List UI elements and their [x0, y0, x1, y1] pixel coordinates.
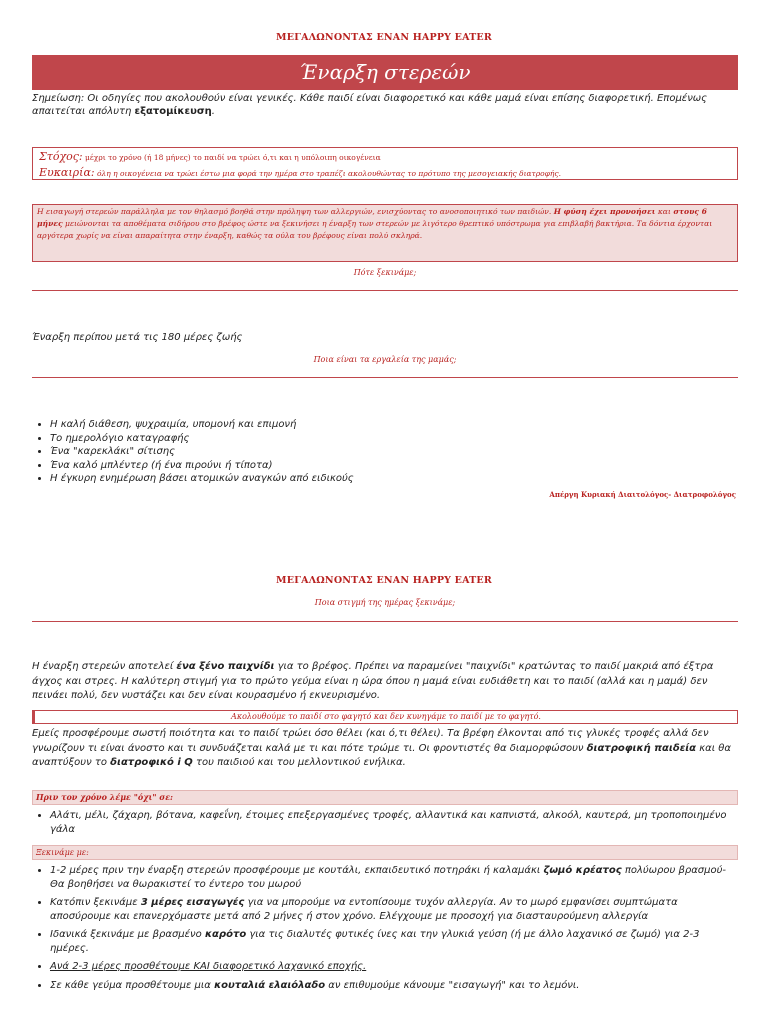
goal-label: Στόχος: — [39, 150, 83, 163]
list-item: • Ένα "καρεκλάκι" σίτισης — [50, 445, 738, 459]
para1-part2: για το βρέφος. Πρέπει να παραμείνει "παιχνίδι" κρατώντας το παιδί μακριά από έξτρα άγχος και στρες. Η καλύτερη στιγμή για το πρώτο γεύμα είναι η ώρα όπου η μαμά είναι ευδιάθετη και το παιδί (αλλά και η μαμά) δεν πεινάει πολύ, δεν νυστάζει και δεν είναι κουρασμένο ή εκνευρισμένο. — [32, 661, 714, 701]
list-item — [50, 960, 738, 974]
item-text: Κατόπιν ξεκινάμε — [50, 897, 141, 908]
info-part1: Η εισαγωγή στερεών παράλληλα με τον θηλασμό βοηθά στην πρόληψη των αλλεργιών, ενισχύοντας το ανοσοποιητικό των παιδιών. — [37, 207, 554, 216]
page-title-banner: Έναρξη στερεών — [32, 55, 738, 90]
tools-list — [32, 418, 738, 486]
opportunity-row — [39, 165, 731, 181]
goal-text: μέχρι το χρόνο (ή 18 μήνες) το παιδί να τρώει ό,τι και η υπόλοιπη οικογένεια — [85, 153, 381, 162]
item-text: Σε κάθε γεύμα προσθέτουμε μια — [50, 979, 215, 991]
question-tools: Ποια είναι τα εργαλεία της μαμάς; — [313, 355, 457, 364]
para2-part2: και θα αναπτύξουν το — [32, 742, 731, 768]
item-text: για να μπορούμε να εντοπίσουμε τυχόν αλλεργία. Αν το μωρό εμφανίσει συμπτώματα αποσύρουμε και επανερχόμαστε μετά από 2 μήνες ή στον χρόνο. Ελέγχουμε με προσοχή για διασταυρούμενη αλλεργία — [50, 897, 678, 922]
paragraph-game — [32, 660, 738, 704]
item-bold: καρότο — [204, 929, 247, 940]
disclaimer-note — [32, 92, 738, 118]
para2-bold1: διατροφική παιδεία — [586, 742, 697, 754]
list-item — [50, 979, 738, 993]
info-box — [32, 204, 738, 262]
info-part3: μειώνονται τα αποθέματα σιδήρου στο βρέφος ώστε να ξεκινήσει η έναρξη των στερεών με λιγότερο θρεπτικό υπόστρωμα για επιβλαβή βακτήρια. Τα δόντια έρχονται αργότερα χωρίς να είναι απαραίτητα στην έναρξη, καθώς τα ούλα του βρέφους είναι πολύ σκληρά. — [37, 218, 713, 240]
note-bold: εξατομίκευση — [134, 106, 212, 117]
question-time-of-day: Ποια στιγμή της ημέρας ξεκινάμε; — [314, 598, 456, 607]
note-text: Σημείωση: Οι οδηγίες που ακολουθούν είναι γενικές. Κάθε παιδί είναι διαφορετικό και κάθε μαμά είναι επίσης διαφορετική. Επομένως απαιτείται απόλυτη — [32, 93, 708, 117]
follow-child-box: Ακολουθούμε το παιδί στο φαγητό και δεν κυνηγάμε το παιδί με το φαγητό. — [32, 710, 738, 724]
section-divider — [32, 621, 738, 622]
item-text: πολύωρου βρασμού- Θα βοηθήσει να θωρακιστεί το έντερο του μωρού — [50, 865, 727, 890]
opportunity-text: όλη η οικογένεια να τρώει έστω μια φορά την ημέρα στο τραπέζι ακολουθώντας το πρότυπο της μεσογειακής διατροφής. — [96, 169, 562, 178]
item-text: Ανά 2-3 μέρες προσθέτουμε ΚΑΙ διαφορετικό λαχανικό εποχής. — [50, 961, 367, 972]
list-item: • Η έγκυρη ενημέρωση βάσει ατομικών αναγκών από ειδικούς — [50, 472, 738, 486]
list-item: • Αλάτι, μέλι, ζάχαρη, βότανα, καφεΐνη, έτοιμες επεξεργασμένες τροφές, αλλαντικά και καπνιστά, αλκοόλ, καυτερά, μη τροποποιημένο γάλα — [50, 809, 738, 836]
start-with-list — [32, 864, 738, 997]
start-with-label: Ξεκινάμε με: — [36, 848, 89, 857]
list-item — [50, 864, 738, 891]
goal-box — [32, 147, 738, 180]
paragraph-quality — [32, 727, 738, 771]
document-header: ΜΕΓΑΛΩΝΟΝΤΑΣ ΕΝΑΝ HAPPY EATER — [276, 32, 492, 43]
start-age-text: Έναρξη περίπου μετά τις 180 μέρες ζωής — [32, 332, 243, 343]
question-when-start: Πότε ξεκινάμε; — [353, 268, 417, 277]
say-no-label: Πριν τον χρόνο λέμε "όχι" σε: — [36, 792, 174, 802]
list-item: • Η καλή διάθεση, ψυχραιμία, υπομονή και επιμονή — [50, 418, 738, 432]
say-no-bar — [32, 790, 738, 805]
list-item: • Το ημερολόγιο καταγραφής — [50, 432, 738, 446]
list-item: • Ένα καλό μπλέντερ (ή ένα πιρούνι ή τίποτα) — [50, 459, 738, 473]
list-item — [50, 928, 738, 955]
item-bold: κουταλιά ελαιόλαδο — [214, 979, 326, 991]
start-with-bar — [32, 845, 738, 860]
item-text: αν επιθυμούμε κάνουμε "εισαγωγή" και το λεμόνι. — [325, 979, 580, 991]
section-divider — [32, 290, 738, 291]
note-end: . — [211, 106, 215, 117]
item-bold: ζωμό κρέατος — [543, 865, 622, 876]
para2-part3: του παιδιού και του μελλοντικού ενήλικα. — [192, 757, 406, 768]
item-text: Ιδανικά ξεκινάμε με βρασμένο — [50, 929, 205, 940]
say-no-list — [32, 809, 738, 836]
info-bold2: στους 6 μήνες — [37, 207, 707, 228]
para2-part1: Εμείς προσφέρουμε σωστή ποιότητα και το παιδί τρώει όσο θέλει (και ό,τι θέλει). Τα βρέφη έλκονται από τις γλυκές τροφές αλλά δεν γνωρίζουν τι είναι άνοστο και τι συνδυάζεται καλά με τι και πότε τρώμε τι. Οι φροντιστές θα διαμορφώσουν — [32, 728, 709, 754]
info-bold1: Η φύση έχει προνοήσει — [553, 207, 656, 216]
opportunity-label: Ευκαιρία: — [39, 166, 95, 179]
para1-part1: Η έναρξη στερεών αποτελεί — [32, 661, 177, 672]
author-signature: Απέργη Κυριακή Διαιτολόγος- Διατροφολόγος — [549, 490, 736, 499]
info-part2: και — [655, 207, 674, 216]
list-item — [50, 896, 738, 923]
section-divider — [32, 377, 738, 378]
item-bold: 3 μέρες εισαγωγές — [140, 897, 245, 908]
document-header: ΜΕΓΑΛΩΝΟΝΤΑΣ ΕΝΑΝ HAPPY EATER — [276, 575, 492, 586]
para1-bold: ένα ξένο παιχνίδι — [176, 661, 275, 672]
goal-row — [39, 149, 731, 165]
item-text: για τις διαλυτές φυτικές ίνες και την γλυκιά γεύση (ή με άλλο λαχανικό σε ζωμό) για 2-3 ημέρες. — [50, 929, 700, 954]
item-text: 1-2 μέρες πριν την έναρξη στερεών προσφέρουμε με κουτάλι, εκπαιδευτικό ποτηράκι ή καλαμάκι — [50, 865, 544, 876]
para2-bold2: διατροφικό i Q — [110, 757, 193, 768]
